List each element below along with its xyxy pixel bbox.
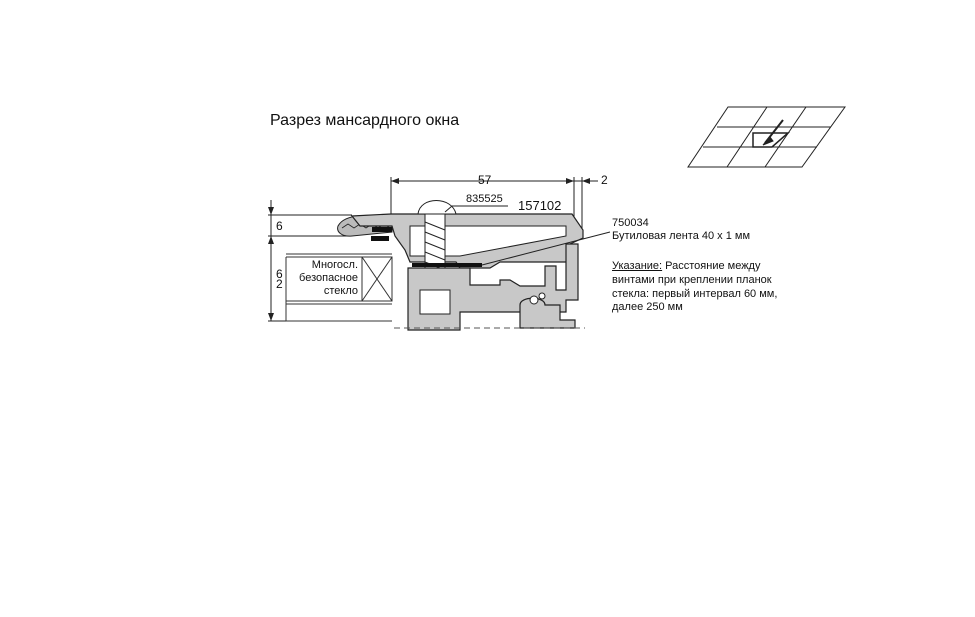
note-line-4: далее 250 мм [612, 301, 683, 313]
dimension-62-bottom: 2 [276, 277, 283, 291]
tape-description: Бутиловая лента 40 x 1 мм [612, 230, 751, 242]
note-line-1 [612, 260, 760, 273]
note-heading: Указание: [612, 260, 663, 272]
dimension-6: 6 [276, 219, 283, 233]
glass-label-line-1: Многосл. [311, 259, 358, 271]
roof-grid-thumbnail [688, 107, 845, 167]
dimension-2: 2 [601, 173, 608, 187]
part-number-screw: 835525 [466, 193, 503, 205]
part-number-tape: 750034 [612, 217, 649, 229]
diagram-title: Разрез мансардного окна [270, 112, 460, 129]
glass-label-line-2: безопасное [299, 272, 358, 284]
glass-label-line-3: стекло [323, 285, 358, 297]
dimension-62-top: 6 [276, 267, 283, 281]
note-line-3: стекла: первый интервал 60 мм, [612, 288, 778, 300]
note-line-2: винтами при креплении планок [612, 274, 772, 286]
part-number-profile: 157102 [518, 198, 562, 213]
dimension-57: 57 [478, 173, 492, 187]
note-text-1: Расстояние между [665, 260, 761, 272]
glass-label [288, 259, 358, 298]
